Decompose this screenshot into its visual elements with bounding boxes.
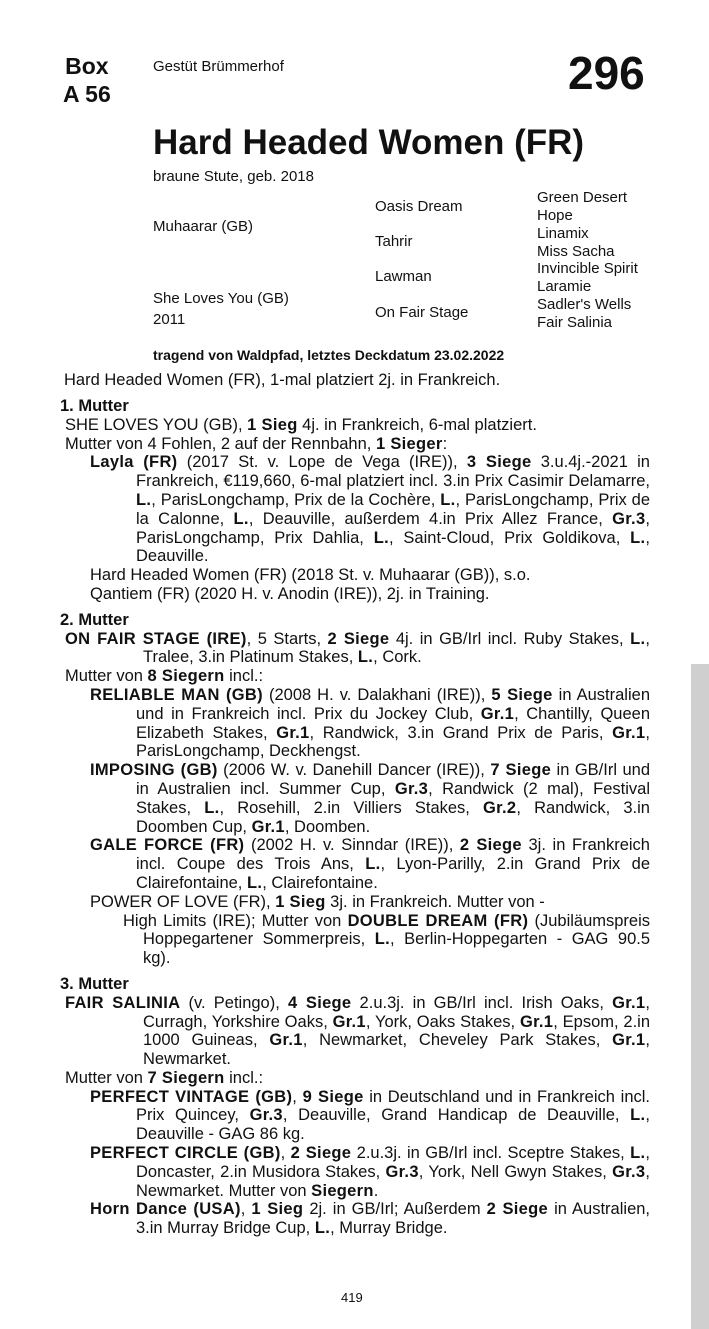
pedigree-sss: Green Desert — [537, 189, 628, 206]
box-label — [63, 52, 111, 108]
pedigree-dsd: Laramie — [537, 278, 592, 295]
third-dam-record: FAIR SALINIA (v. Petingo), 4 Siege 2.u.3j. in GB/Irl incl. Irish Oaks, Gr.1, Curragh, Yorkshire Oaks, Gr.1, York, Oaks Stakes, Gr.1, Epsom, 2.in 1000 Guineas, Gr.1, Newmarket, Cheveley Park Stakes, Gr.1, Newmarket. — [65, 993, 650, 1069]
pedigree-sds: Linamix — [537, 225, 589, 242]
box-line1: Box — [65, 53, 109, 79]
sibling-hard-headed-women: Hard Headed Women (FR) (2018 St. v. Muhaarar (GB)), s.o. — [90, 566, 531, 585]
dam-produce: Mutter von 4 Fohlen, 2 auf der Rennbahn, 1 Sieger: — [65, 434, 448, 453]
section-title-3: 3. Mutter — [60, 974, 129, 993]
offspring-perfect-vintage: PERFECT VINTAGE (GB), 9 Siege in Deutschland und in Frankreich incl. Prix Quincey, Gr.3, Deauville, Grand Handicap de Deauville, L., Deauville - GAG 86 kg. — [90, 1087, 651, 1144]
pedigree-dds: Sadler's Wells — [537, 296, 632, 313]
sibling-qantiem: Qantiem (FR) (2020 H. v. Anodin (IRE)), 2j. in Training. — [90, 584, 490, 603]
offspring-power-of-love: POWER OF LOVE (FR), 1 Sieg 3j. in Frankreich. Mutter von - — [90, 892, 545, 911]
pedigree-sire: Muhaarar (GB) — [153, 218, 254, 235]
lot-number: 296 — [568, 47, 645, 99]
pedigree-ddd: Fair Salinia — [537, 314, 613, 331]
offspring-perfect-circle: PERFECT CIRCLE (GB), 2 Siege 2.u.3j. in GB/Irl incl. Sceptre Stakes, L., Doncaster, 2.in Musidora Stakes, Gr.3, York, Nell Gwyn Stakes, Gr.3, Newmarket. Mutter von Siegern. — [90, 1144, 650, 1200]
page-number: 419 — [341, 1290, 363, 1305]
section-title-2: 2. Mutter — [60, 610, 129, 629]
covering-note: tragend von Waldpfad, letztes Deckdatum 23.02.2022 — [153, 347, 505, 363]
race-summary: Hard Headed Women (FR), 1-mal platziert 2j. in Frankreich. — [64, 371, 501, 389]
second-dam-produce: Mutter von 8 Siegern incl.: — [65, 667, 264, 686]
pedigree-ssd: Hope — [537, 207, 573, 224]
pedigree-dss: Invincible Spirit — [537, 260, 638, 277]
pedigree-ds: Lawman — [375, 268, 432, 285]
scrollbar[interactable] — [691, 664, 709, 1329]
pedigree-sdd: Miss Sacha — [537, 243, 615, 260]
dam-record: SHE LOVES YOU (GB), 1 Sieg 4j. in Frankreich, 6-mal platziert. — [65, 415, 537, 434]
section-title-1: 1. Mutter — [60, 397, 129, 415]
offspring-high-limits: High Limits (IRE); Mutter von DOUBLE DREAM (FR) (Jubiläumspreis Hoppegartener Sommerpreis, L., Berlin-Hoppegarten - GAG 90.5 kg). — [123, 911, 651, 968]
third-dam-produce: Mutter von 7 Siegern incl.: — [65, 1068, 264, 1087]
pedigree-sd: Tahrir — [375, 233, 413, 250]
box-line2: A 56 — [63, 81, 111, 107]
second-dam-record: ON FAIR STAGE (IRE), 5 Starts, 2 Siege 4j. in GB/Irl incl. Ruby Stakes, L., Tralee, 3.in Platinum Stakes, L., Cork. — [65, 629, 650, 667]
pedigree-dam-year: 2011 — [153, 311, 186, 328]
horse-name: Hard Headed Women (FR) — [153, 123, 585, 162]
pedigree-dam: She Loves You (GB) — [153, 290, 289, 307]
pedigree-notes — [60, 397, 650, 1238]
offspring-reliable-man: RELIABLE MAN (GB) (2008 H. v. Dalakhani (IRE)), 5 Siege in Australien und in Frankreich incl. Prix du Jockey Club, Gr.1, Chantilly, Queen Elizabeth Stakes, Gr.1, Randwick, 3.in Grand Prix de Paris, Gr.1, ParisLongchamp, Deckhengst. — [90, 685, 650, 761]
stud-name: Gestüt Brümmerhof — [153, 58, 284, 75]
sibling-layla: Layla (FR) (2017 St. v. Lope de Vega (IRE)), 3 Siege 3.u.4j.-2021 in Frankreich, €119,660, 6-mal platziert incl. 3.in Prix Casimir Delamarre, L., ParisLongchamp, Prix de la Cochère, L., ParisLongchamp, Prix de la Calonne, L., Deauville, außerdem 4.in Prix Allez France, Gr.3, ParisLongchamp, Prix Dahlia, L., Saint-Cloud, Prix Goldikova, L., Deauville. — [90, 453, 651, 566]
offspring-imposing: IMPOSING (GB) (2006 W. v. Danehill Dancer (IRE)), 7 Siege in GB/Irl und in Australien incl. Summer Cup, Gr.3, Randwick (2 mal), Festival Stakes, L., Rosehill, 2.in Villiers Stakes, Gr.2, Randwick, 3.in Doomben Cup, Gr.1, Doomben. — [90, 761, 651, 836]
horse-description: braune Stute, geb. 2018 — [153, 168, 314, 185]
pedigree-ss: Oasis Dream — [375, 198, 463, 215]
offspring-gale-force: GALE FORCE (FR) (2002 H. v. Sinndar (IRE)), 2 Siege 3j. in Frankreich incl. Coupe des Trois Ans, L., Lyon-Parilly, 2.in Grand Prix de Clairefontaine, L., Clairefontaine. — [90, 836, 650, 892]
offspring-horn-dance: Horn Dance (USA), 1 Sieg 2j. in GB/Irl; Außerdem 2 Siege in Australien, 3.in Murray Bridge Cup, L., Murray Bridge. — [90, 1200, 651, 1238]
pedigree-dd: On Fair Stage — [375, 304, 469, 321]
